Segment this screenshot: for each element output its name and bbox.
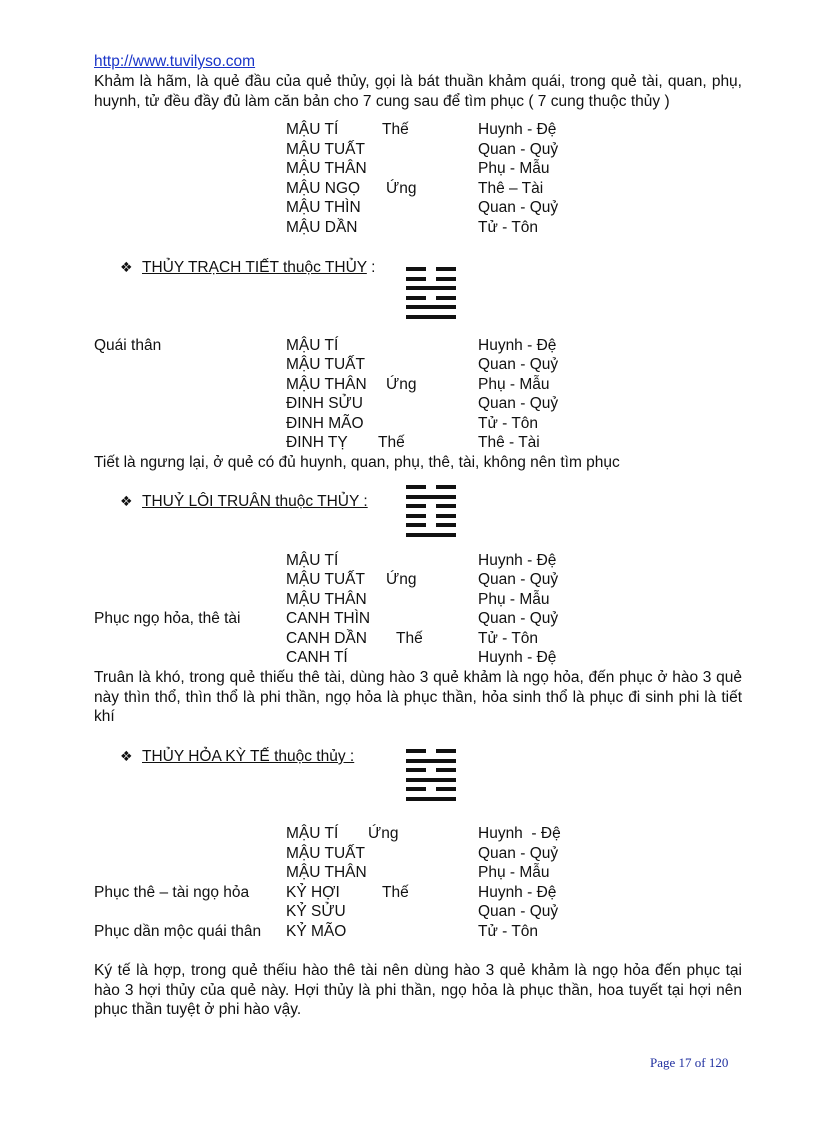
section-note: Tiết là ngưng lại, ở quẻ có đủ huynh, quan, phụ, thê, tài, không nên tìm phục xyxy=(94,454,620,471)
yao-segment xyxy=(406,315,456,319)
yao-mark-3-0: Ứng xyxy=(368,825,399,842)
yao-segment xyxy=(436,277,456,281)
yao-segment xyxy=(436,749,456,753)
yao-relation-3-1: Quan - Quỷ xyxy=(478,845,559,862)
yao-relation-3-0: Huynh - Đệ xyxy=(478,825,561,842)
yao-segment xyxy=(436,267,456,271)
yao-relation-2-5: Huynh - Đệ xyxy=(478,649,557,666)
yao-relation-1-4: Tử - Tôn xyxy=(478,415,539,432)
broken-yao-line xyxy=(406,523,456,527)
yao-stem-3-4: KỶ SỬU xyxy=(286,903,346,920)
yao-segment xyxy=(436,523,456,527)
yao-relation-1-3: Quan - Quỷ xyxy=(478,395,559,412)
broken-yao-line xyxy=(406,296,456,300)
yao-stem-0-3: MẬU NGỌ xyxy=(286,180,361,197)
yao-relation-2-3: Quan - Quỷ xyxy=(478,610,559,627)
yao-stem-2-2: MẬU THÂN xyxy=(286,591,367,608)
yao-relation-1-2: Phụ - Mẫu xyxy=(478,376,550,393)
yao-segment xyxy=(406,514,426,518)
section-heading-text: THỦY TRẠCH TIẾT thuộc THỦY xyxy=(142,259,367,276)
diamond-bullet-icon: ❖ xyxy=(120,493,133,509)
yao-segment xyxy=(406,768,426,772)
solid-yao-line xyxy=(406,315,456,319)
yao-relation-3-2: Phụ - Mẫu xyxy=(478,864,550,881)
yao-relation-0-3: Thê – Tài xyxy=(478,180,544,197)
broken-yao-line xyxy=(406,267,456,271)
section-note: Ký tế là hợp, trong quẻ thếiu hào thê tài nên dùng hào 3 quẻ khảm là ngọ hỏa đến phục tại hào 3 hợi thủy của quẻ này. Hợi thủy là phi thần, ngọ hỏa là phục thần, hoa tuyết tại hợi nên phục thần tuyệt ở phi hào vậy. xyxy=(94,962,742,1019)
yao-relation-0-5: Tử - Tôn xyxy=(478,219,539,236)
broken-yao-line xyxy=(406,504,456,508)
intro-paragraph: Khảm là hãm, là quẻ đầu của quẻ thủy, gọi là bát thuần khảm quái, trong quẻ tài, quan, phụ, huynh, tử đều đầy đủ làm căn bản cho 7 cung sau để tìm phục ( 7 cung thuộc thủy ) xyxy=(94,73,742,110)
yao-segment xyxy=(436,485,456,489)
yao-stem-3-3: KỶ HỢI xyxy=(286,884,340,901)
yao-segment xyxy=(406,533,456,537)
yao-mark-2-4: Thế xyxy=(396,630,423,647)
diamond-bullet-icon: ❖ xyxy=(120,748,133,764)
yao-stem-0-4: MẬU THÌN xyxy=(286,199,361,216)
yao-segment xyxy=(406,286,456,290)
yao-relation-2-1: Quan - Quỷ xyxy=(478,571,559,588)
section-heading-3 xyxy=(120,746,354,767)
yao-segment xyxy=(436,787,456,791)
solid-yao-line xyxy=(406,286,456,290)
side-note: Phục dần mộc quái thân xyxy=(94,923,262,940)
yao-stem-2-1: MẬU TUẤT xyxy=(286,571,365,588)
yao-segment xyxy=(406,267,426,271)
broken-yao-line xyxy=(406,749,456,753)
yao-stem-1-5: ĐINH TỴ xyxy=(286,434,348,451)
yao-segment xyxy=(406,797,456,801)
yao-relation-3-4: Quan - Quỷ xyxy=(478,903,559,920)
yao-stem-2-4: CANH DẦN xyxy=(286,630,367,647)
broken-yao-line xyxy=(406,485,456,489)
yao-segment xyxy=(406,296,426,300)
yao-relation-0-0: Huynh - Đệ xyxy=(478,121,557,138)
yao-segment xyxy=(406,523,426,527)
broken-yao-line xyxy=(406,787,456,791)
yao-segment xyxy=(406,305,456,309)
yao-stem-1-2: MẬU THÂN xyxy=(286,376,367,393)
yao-stem-3-0: MẬU TÍ xyxy=(286,825,339,842)
yao-stem-0-0: MẬU TÍ xyxy=(286,121,339,138)
section-heading-1 xyxy=(120,257,375,278)
yao-relation-0-1: Quan - Quỷ xyxy=(478,141,559,158)
yao-relation-3-3: Huynh - Đệ xyxy=(478,884,557,901)
section-heading-text: THỦY HỎA KỲ TẾ thuộc thủy : xyxy=(142,748,355,765)
yao-stem-1-4: ĐINH MÃO xyxy=(286,415,364,432)
yao-stem-1-0: MẬU TÍ xyxy=(286,337,339,354)
side-note: Phục ngọ hỏa, thê tài xyxy=(94,610,241,627)
yao-stem-3-1: MẬU TUẤT xyxy=(286,845,365,862)
yao-mark-1-5: Thế xyxy=(378,434,405,451)
solid-yao-line xyxy=(406,759,456,763)
yao-segment xyxy=(406,787,426,791)
yao-segment xyxy=(406,277,426,281)
yao-segment xyxy=(406,495,456,499)
yao-stem-1-3: ĐINH SỬU xyxy=(286,395,363,412)
yao-segment xyxy=(406,504,426,508)
yao-relation-2-0: Huynh - Đệ xyxy=(478,552,557,569)
yao-stem-1-1: MẬU TUẤT xyxy=(286,356,365,373)
solid-yao-line xyxy=(406,797,456,801)
yao-relation-0-2: Phụ - Mẫu xyxy=(478,160,550,177)
yao-segment xyxy=(436,514,456,518)
broken-yao-line xyxy=(406,277,456,281)
solid-yao-line xyxy=(406,533,456,537)
section-note: Truân là khó, trong quẻ thiếu thê tài, dùng hào 3 quẻ khảm là ngọ hỏa, đến phục ở hào 3 quẻ này thìn thổ, thìn thổ là phi thần, ngọ hỏa là phục thần, hỏa sinh thổ là phục đi sinh phi là tiết khí xyxy=(94,669,742,726)
yao-mark-0-3: Ứng xyxy=(386,180,417,197)
yao-relation-2-4: Tử - Tôn xyxy=(478,630,539,647)
yao-segment xyxy=(436,296,456,300)
yao-segment xyxy=(436,768,456,772)
solid-yao-line xyxy=(406,495,456,499)
yao-mark-0-0: Thế xyxy=(382,121,409,138)
yao-stem-3-2: MẬU THÂN xyxy=(286,864,367,881)
yao-segment xyxy=(436,504,456,508)
yao-mark-3-3: Thế xyxy=(382,884,409,901)
diamond-bullet-icon: ❖ xyxy=(120,259,133,275)
yao-relation-2-2: Phụ - Mẫu xyxy=(478,591,550,608)
yao-relation-1-5: Thê - Tài xyxy=(478,434,540,451)
yao-relation-1-1: Quan - Quỷ xyxy=(478,356,559,373)
yao-relation-3-5: Tử - Tôn xyxy=(478,923,539,940)
page-number: Page 17 of 120 xyxy=(650,1055,729,1070)
broken-yao-line xyxy=(406,768,456,772)
yao-stem-2-0: MẬU TÍ xyxy=(286,552,339,569)
yao-segment xyxy=(406,485,426,489)
yao-segment xyxy=(406,759,456,763)
yao-mark-1-2: Ứng xyxy=(386,376,417,393)
yao-relation-1-0: Huynh - Đệ xyxy=(478,337,557,354)
yao-stem-2-5: CANH TÍ xyxy=(286,649,348,666)
site-url-link[interactable]: http://www.tuvilyso.com xyxy=(94,53,256,70)
solid-yao-line xyxy=(406,778,456,782)
side-note: Quái thân xyxy=(94,337,162,354)
side-note: Phục thê – tài ngọ hỏa xyxy=(94,884,250,901)
yao-stem-2-3: CANH THÌN xyxy=(286,610,371,627)
section-heading-text: THUỶ LÔI TRUÂN thuộc THỦY : xyxy=(142,493,368,510)
yao-mark-2-1: Ứng xyxy=(386,571,417,588)
yao-stem-3-5: KỶ MÃO xyxy=(286,923,347,940)
yao-stem-0-5: MẬU DẦN xyxy=(286,219,358,236)
yao-segment xyxy=(406,749,426,753)
broken-yao-line xyxy=(406,514,456,518)
yao-segment xyxy=(406,778,456,782)
solid-yao-line xyxy=(406,305,456,309)
yao-stem-0-1: MẬU TUẤT xyxy=(286,141,365,158)
yao-stem-0-2: MẬU THÂN xyxy=(286,160,367,177)
section-heading-2 xyxy=(120,491,368,512)
section-heading-suffix: : xyxy=(366,259,376,276)
yao-relation-0-4: Quan - Quỷ xyxy=(478,199,559,216)
